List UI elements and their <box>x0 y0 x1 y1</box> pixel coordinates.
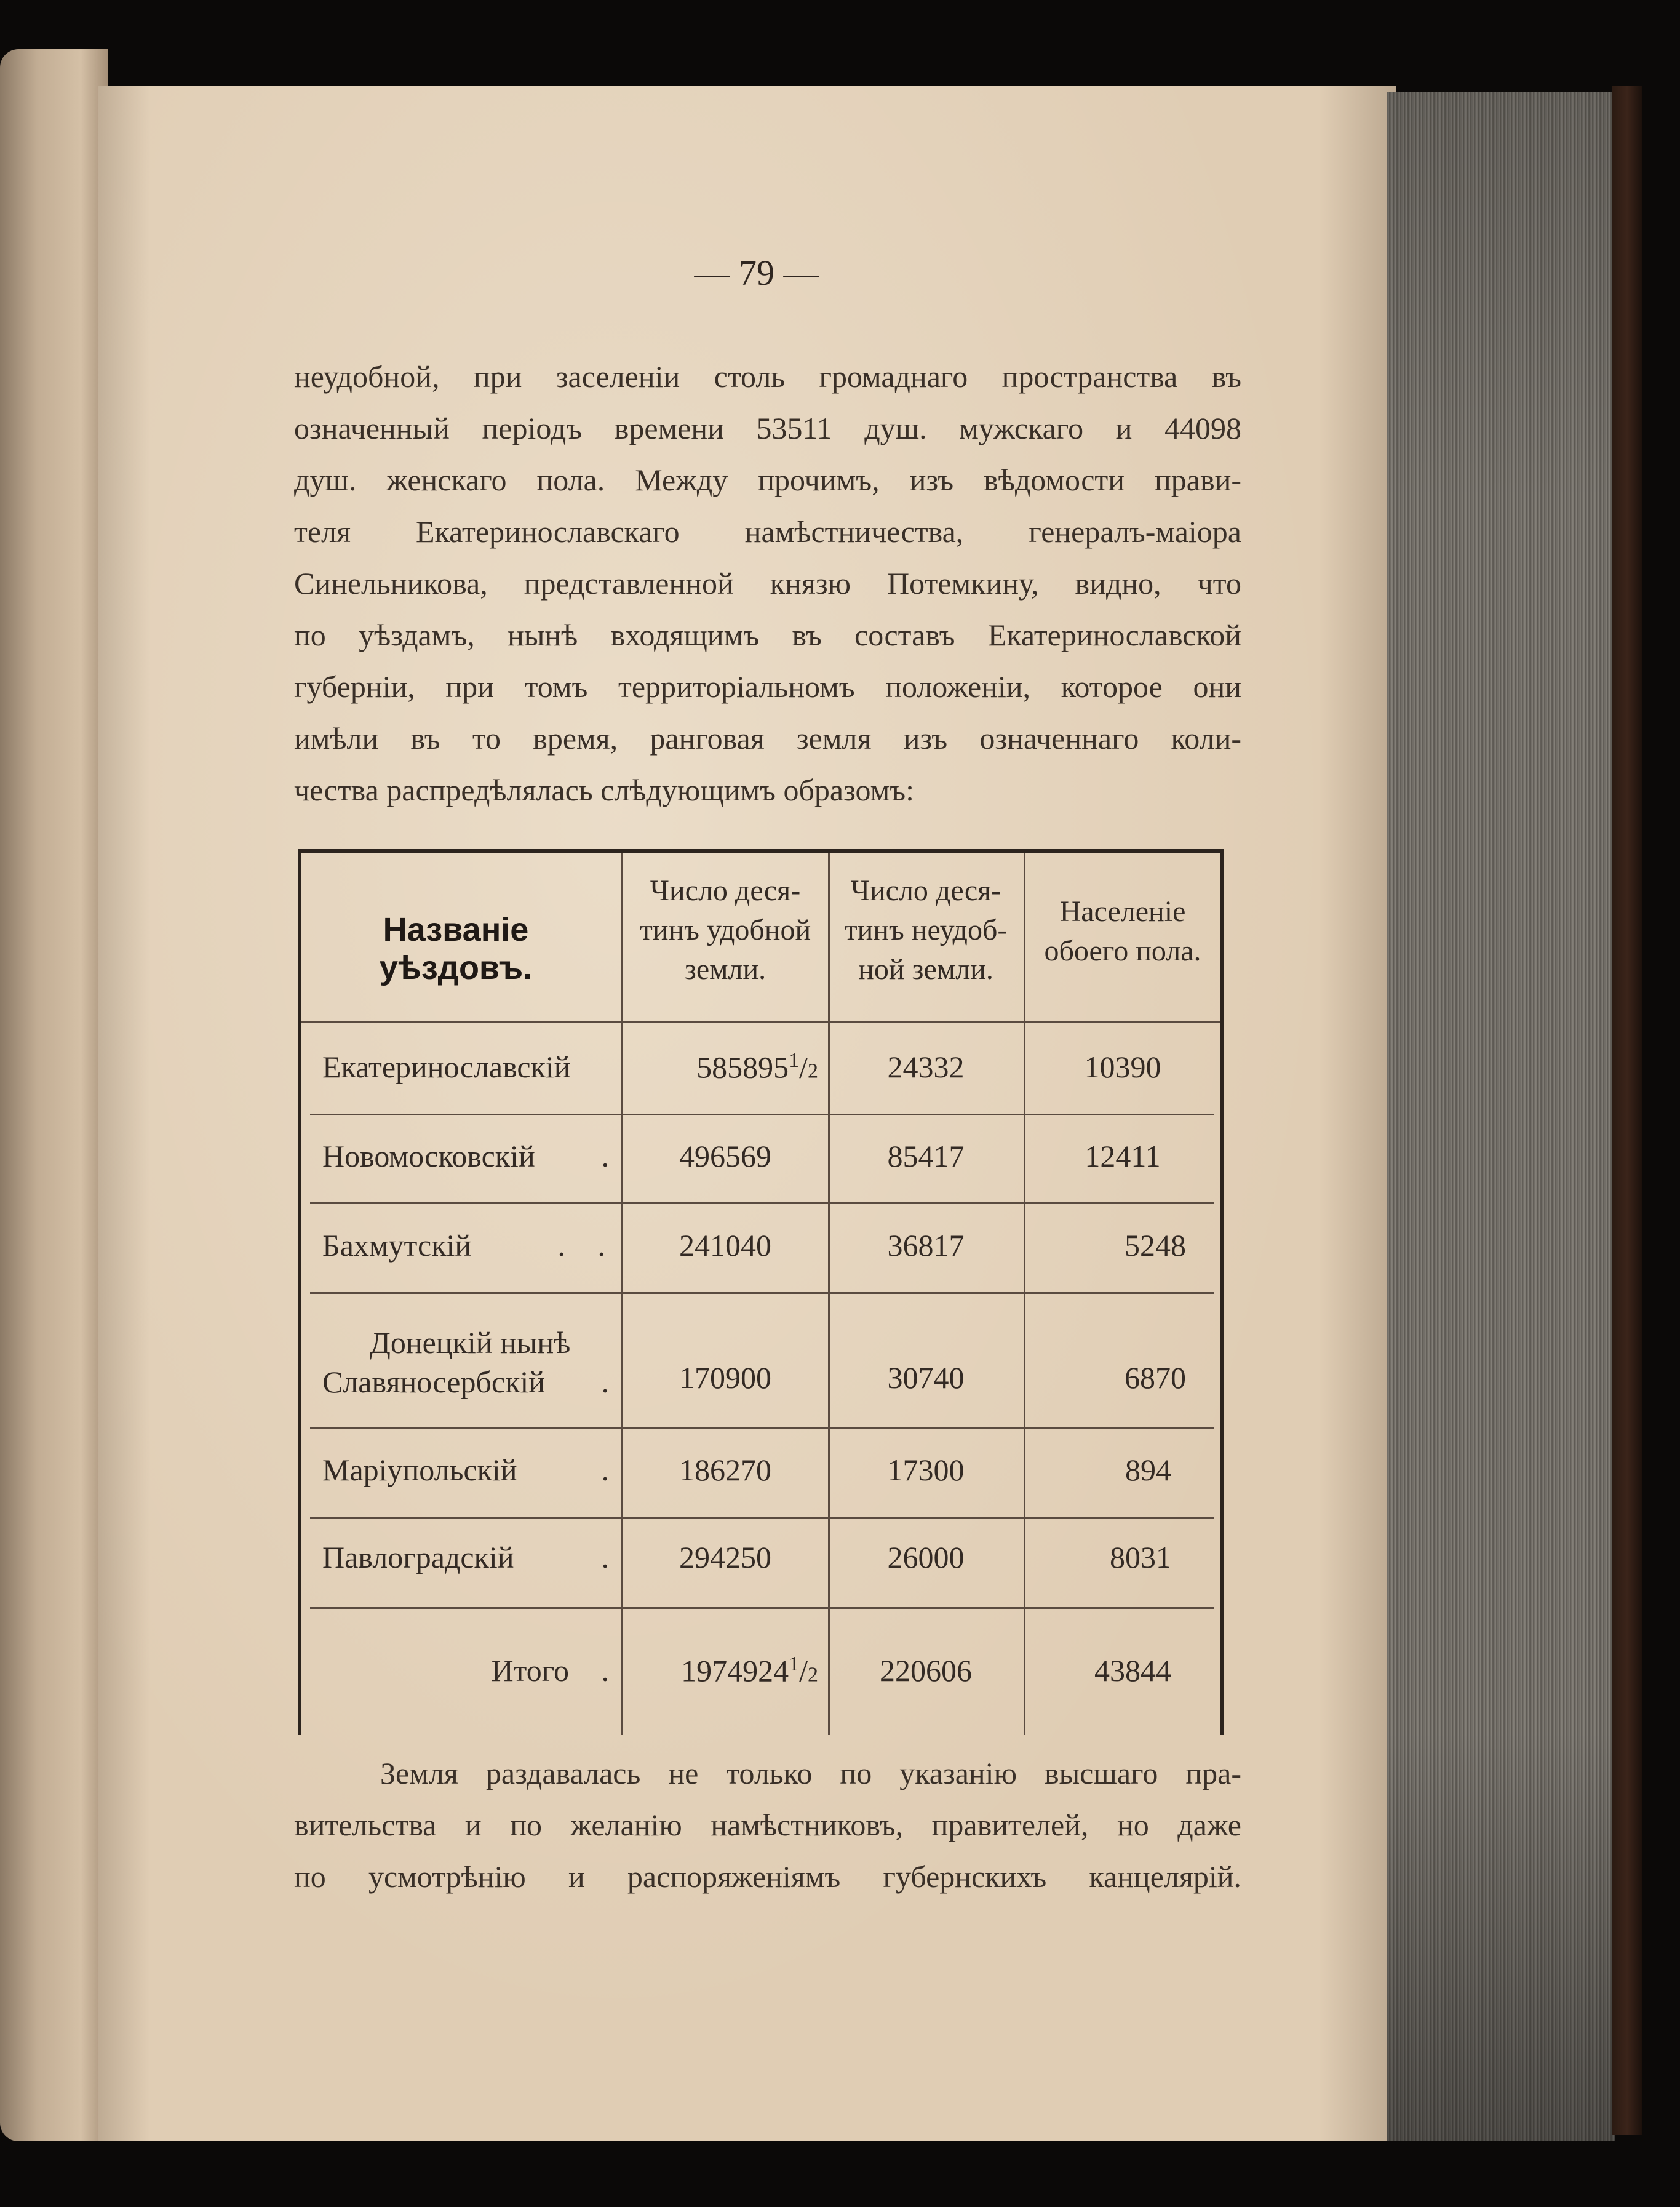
header-population: Населеніе обоего пола. <box>1044 895 1201 967</box>
unsuitable-land-value: 26000 <box>887 1540 965 1574</box>
paragraph-bottom <box>294 1747 1241 1902</box>
district-name: Павлоградскій . <box>322 1540 609 1574</box>
unsuitable-land-value: 85417 <box>887 1139 965 1173</box>
text-line: означенный періодъ времени 53511 душ. мужскаго и 44098 <box>294 411 1241 445</box>
text-line: Синельникова, представленной князю Потемкину, видно, что <box>294 566 1241 601</box>
book-cover-edge <box>1612 86 1642 2135</box>
text-line: губерніи, при томъ территоріальномъ положеніи, которое они <box>294 669 1241 704</box>
header-unsuitable-land: Число деся- тинъ неудоб- ной земли. <box>844 874 1008 986</box>
district-name: Донецкій нынѣ Славяносербскій . <box>322 1325 609 1399</box>
population-value: 10390 <box>1084 1050 1161 1084</box>
district-name: Бахмутскій . . <box>322 1228 618 1263</box>
arable-land-value: 241040 <box>679 1228 771 1263</box>
arable-land-value: 585895$^1$/2 <box>696 1049 818 1085</box>
text-line: вительства и по желанію намѣстниковъ, правителей, но даже <box>294 1808 1241 1842</box>
total-arable-land: 1974924$^1$/2 <box>681 1653 818 1688</box>
left-page-edge <box>0 49 108 2141</box>
total-unsuitable-land: 220606 <box>880 1653 972 1688</box>
population-value: 894 <box>1125 1453 1171 1487</box>
total-label: Итого . <box>491 1653 609 1688</box>
text-line: неудобной, при заселеніи столь громаднаго пространства въ <box>294 359 1241 394</box>
population-value: 5248 <box>1125 1228 1186 1263</box>
text-line: Земля раздавалась не только по указанію высшаго пра- <box>380 1756 1241 1790</box>
district-name: Екатеринославскій <box>322 1050 571 1084</box>
land-distribution-table <box>298 849 1224 1735</box>
district-name: Новомосковскій . <box>322 1139 609 1173</box>
population-value: 12411 <box>1085 1139 1161 1173</box>
unsuitable-land-value: 36817 <box>887 1228 965 1263</box>
arable-land-value: 186270 <box>679 1453 771 1487</box>
text-line: по уѣздамъ, нынѣ входящимъ въ составъ Екатеринославской <box>294 618 1241 652</box>
text-line: теля Екатеринославскаго намѣстничества, генералъ-маіора <box>294 514 1241 549</box>
unsuitable-land-value: 24332 <box>887 1050 965 1084</box>
unsuitable-land-value: 17300 <box>887 1453 965 1487</box>
text-line: чества распредѣлялась слѣдующимъ образомъ: <box>294 773 914 807</box>
arable-land-value: 294250 <box>679 1540 771 1574</box>
text-line: душ. женскаго пола. Между прочимъ, изъ вѣдомости прави- <box>294 463 1241 497</box>
paragraph-top <box>294 351 1241 816</box>
page-number: — 79 — <box>694 253 819 293</box>
header-district-name: Названіе уѣздовъ. <box>379 911 533 986</box>
arable-land-value: 170900 <box>679 1360 771 1395</box>
header-separator <box>301 1021 1220 1023</box>
header-arable-land: Число деся- тинъ удобной земли. <box>639 874 811 986</box>
unsuitable-land-value: 30740 <box>887 1360 965 1395</box>
table-top-rule <box>298 849 1224 853</box>
population-value: 6870 <box>1125 1360 1186 1395</box>
text-line: по усмотрѣнію и распоряженіямъ губернскихъ канцелярій. <box>294 1859 1241 1894</box>
district-name: Маріупольскій . <box>322 1453 609 1487</box>
total-population: 43844 <box>1094 1653 1171 1688</box>
population-value: 8031 <box>1110 1540 1171 1574</box>
text-line: имѣли въ то время, ранговая земля изъ означеннаго коли- <box>294 721 1241 756</box>
arable-land-value: 496569 <box>679 1139 771 1173</box>
